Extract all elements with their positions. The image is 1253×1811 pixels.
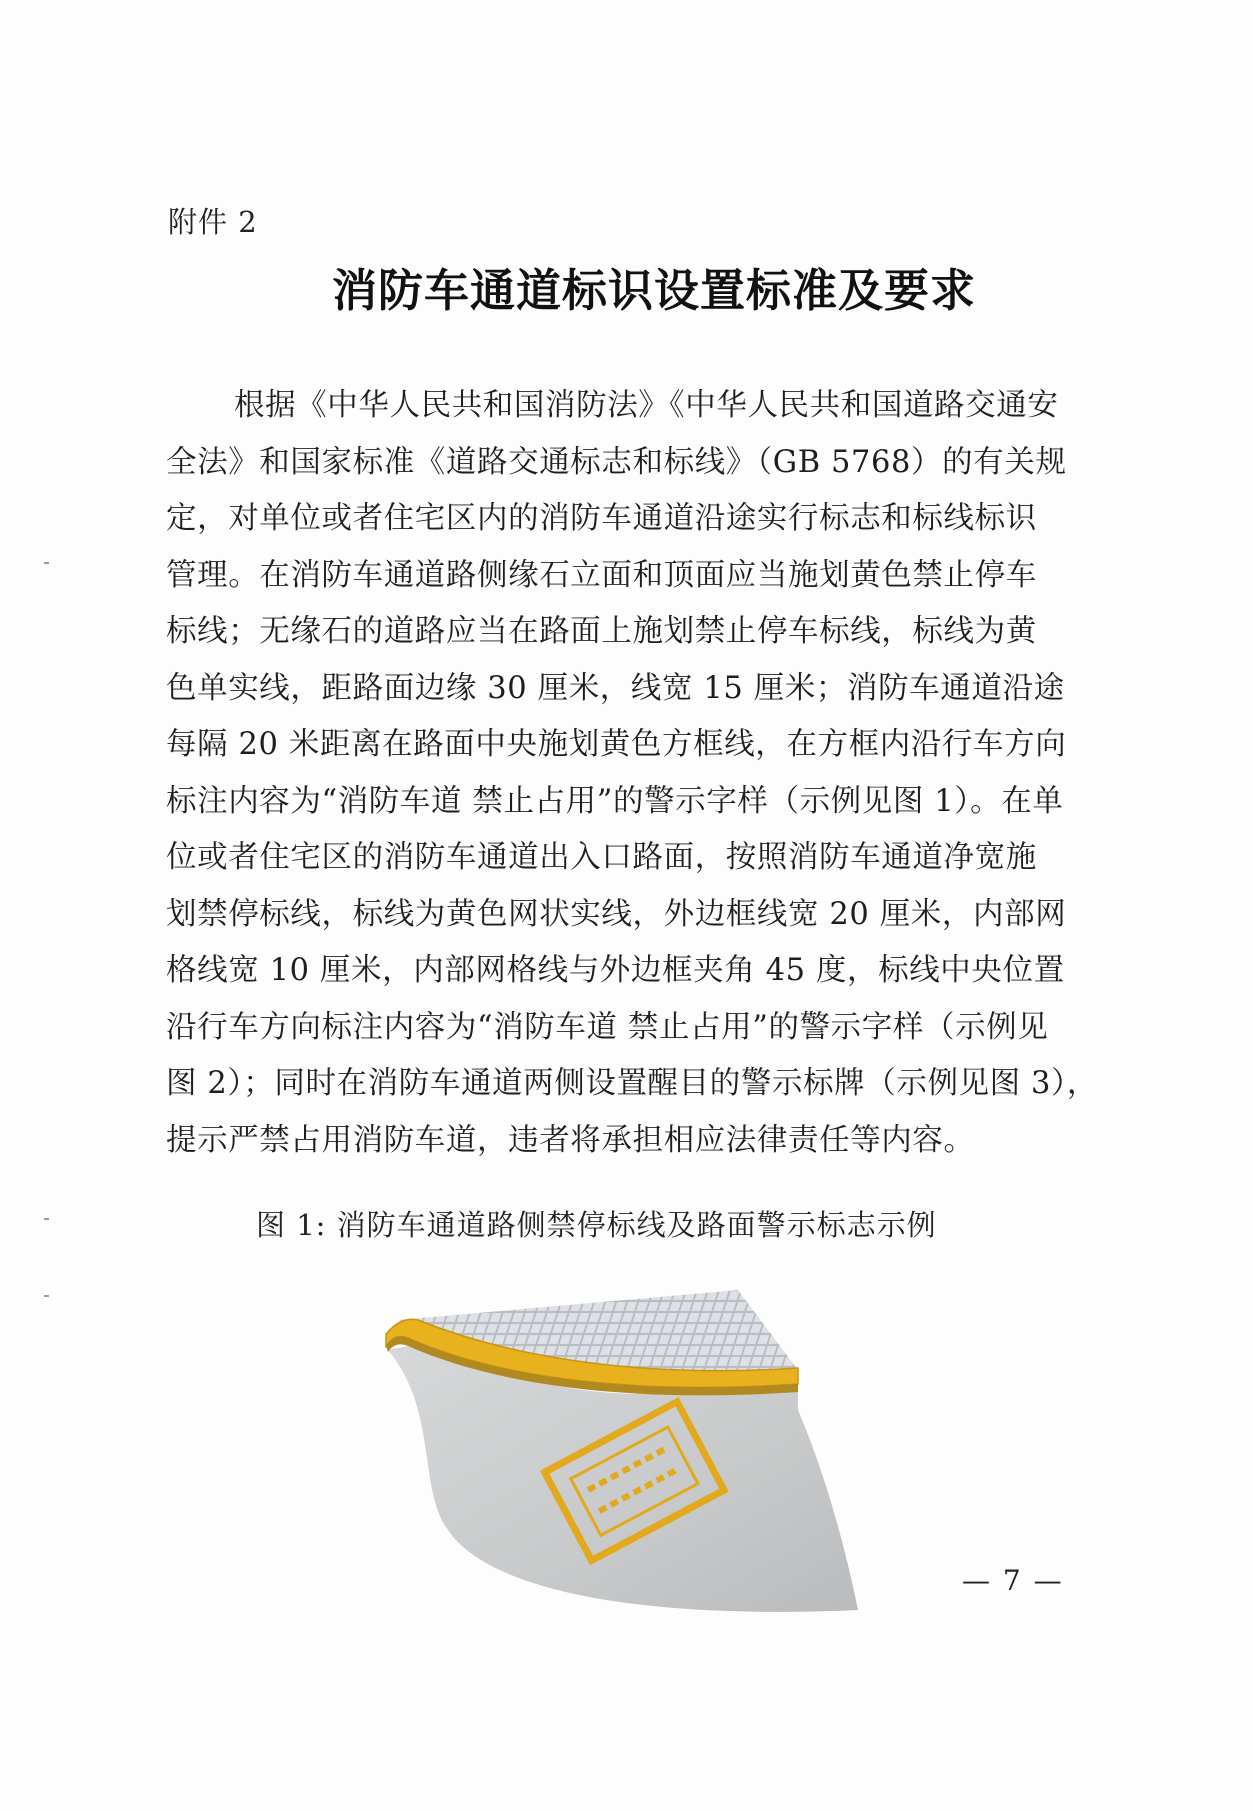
body-line: 全法》和国家标准《道路交通标志和标线》（GB 5768）的有关规 (166, 444, 1067, 480)
attachment-label: 附件 2 (168, 205, 258, 239)
body-paragraph (166, 378, 1096, 1169)
scan-speck (44, 562, 49, 564)
scan-speck (44, 1295, 49, 1297)
body-line: 标线；无缘石的道路应当在路面上施划禁止停车标线，标线为黄 (166, 614, 1037, 649)
page-number: — 7 — (962, 1564, 1064, 1597)
body-line: 位或者住宅区的消防车通道出入口路面，按照消防车通道净宽施 (166, 840, 1037, 875)
body-line: 图 2）；同时在消防车通道两侧设置醒目的警示标牌（示例见图 3）， (166, 1066, 1098, 1101)
body-line: 每隔 20 米距离在路面中央施划黄色方框线，在方框内沿行车方向 (166, 727, 1067, 762)
fire-lane-marking-illustration (378, 1290, 898, 1630)
scan-speck (44, 1218, 49, 1220)
body-line: 提示严禁占用消防车道，违者将承担相应法律责任等内容。 (166, 1122, 975, 1158)
body-line: 沿行车方向标注内容为“消防车道 禁止占用”的警示字样（示例见 (166, 1009, 1049, 1045)
body-line: 根据《中华人民共和国消防法》《中华人民共和国道路交通安 (234, 388, 1059, 423)
figure-caption: 图 1: 消防车通道路侧禁停标线及路面警示标志示例 (256, 1208, 937, 1242)
illustration-svg (378, 1290, 898, 1630)
body-line: 色单实线，距路面边缘 30 厘米，线宽 15 厘米；消防车通道沿途 (166, 670, 1065, 706)
body-line: 划禁停标线，标线为黄色网状实线，外边框线宽 20 厘米，内部网 (166, 896, 1067, 932)
document-title: 消防车通道标识设置标准及要求 (331, 264, 976, 317)
body-line: 格线宽 10 厘米，内部网格线与外边框夹角 45 度，标线中央位置 (166, 953, 1065, 988)
body-line: 管理。在消防车通道路侧缘石立面和顶面应当施划黄色禁止停车 (166, 557, 1037, 593)
body-line: 定，对单位或者住宅区内的消防车通道沿途实行标志和标线标识 (166, 501, 1037, 536)
body-line: 标注内容为“消防车道 禁止占用”的警示字样（示例见图 1）。在单 (166, 783, 1064, 819)
